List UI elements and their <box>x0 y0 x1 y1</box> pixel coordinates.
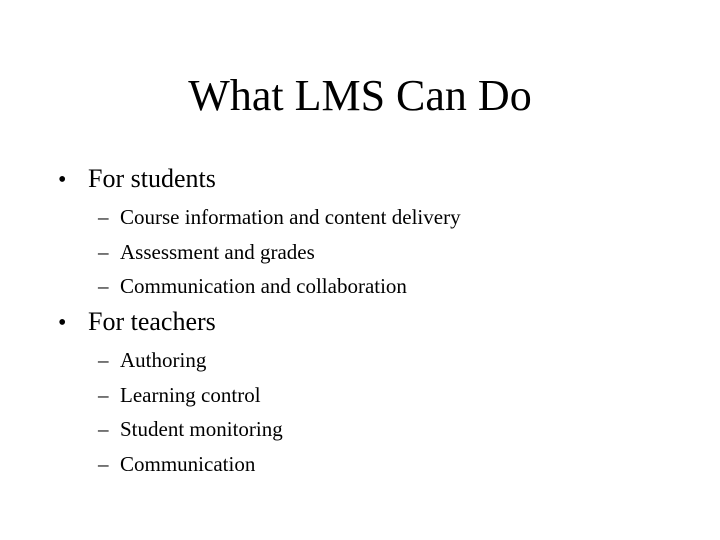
bullet-dot-icon: • <box>58 310 67 336</box>
dash-icon: – <box>98 205 109 229</box>
sub-item-label: Authoring <box>120 348 207 372</box>
bullet-for-teachers <box>58 304 698 340</box>
sub-item <box>98 343 698 378</box>
sub-item <box>98 447 698 482</box>
sub-item-label: Student monitoring <box>120 417 283 441</box>
dash-icon: – <box>98 451 109 476</box>
sub-list-teachers <box>98 343 698 481</box>
sub-item-label: Course information and content delivery <box>120 205 461 229</box>
dash-icon: – <box>98 382 109 407</box>
dash-icon: – <box>98 274 109 298</box>
sub-item-label: Communication and collaboration <box>120 274 407 298</box>
sub-item <box>98 412 698 447</box>
section-for-students <box>58 161 698 304</box>
bullet-heading: For students <box>88 164 216 193</box>
sub-list-students <box>98 200 698 304</box>
sub-item-label: Learning control <box>120 382 261 407</box>
bullet-for-students <box>58 161 698 197</box>
sub-item <box>98 235 698 270</box>
dash-icon: – <box>98 417 109 441</box>
bullet-heading: For teachers <box>88 307 216 336</box>
sub-item <box>98 378 698 413</box>
slide-title: What LMS Can Do <box>188 71 532 120</box>
sub-item-label: Assessment and grades <box>120 239 315 264</box>
dash-icon: – <box>98 348 109 372</box>
sub-item <box>98 200 698 235</box>
sub-item <box>98 269 698 304</box>
section-for-teachers <box>58 304 698 481</box>
dash-icon: – <box>98 239 109 264</box>
sub-item-label: Communication <box>120 451 256 476</box>
bullet-dot-icon: • <box>58 167 67 193</box>
